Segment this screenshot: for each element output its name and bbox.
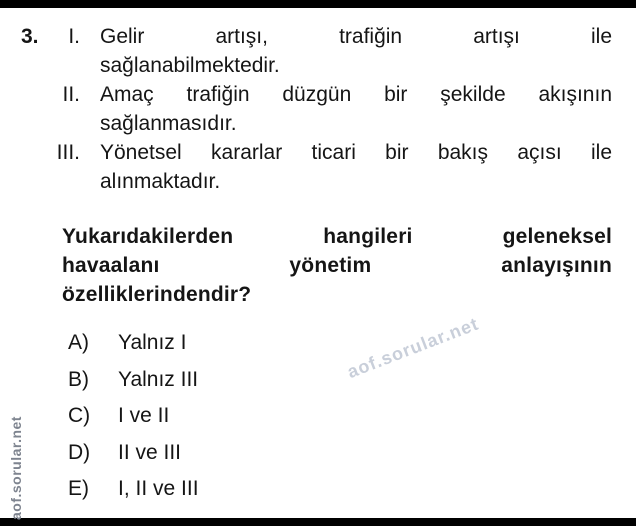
question-stem-line-3: özelliklerindendir? xyxy=(62,283,252,306)
question-stem xyxy=(62,222,612,309)
question-number: 3. xyxy=(21,25,39,48)
option-c-letter: C) xyxy=(68,404,91,427)
answer-options xyxy=(68,331,468,514)
top-scan-border xyxy=(0,0,636,8)
option-a-letter: A) xyxy=(68,331,89,354)
list-item-3-numeral: III. xyxy=(56,141,80,164)
left-edge-watermark: aof.sorular.net xyxy=(8,416,24,520)
list-item-1 xyxy=(52,22,612,80)
option-e xyxy=(68,477,468,514)
option-b xyxy=(68,368,468,405)
option-d-text: II ve III xyxy=(118,440,182,464)
list-item-2-line-1: Amaç trafiğin düzgün bir şekilde akışının xyxy=(100,83,612,106)
option-e-letter: E) xyxy=(68,477,89,500)
option-e-text: I, II ve III xyxy=(118,477,199,500)
list-item-1-line-2: sağlanabilmektedir. xyxy=(100,54,280,77)
list-item-2-text xyxy=(100,80,612,138)
option-b-letter: B) xyxy=(68,367,89,391)
list-item-2 xyxy=(52,80,612,138)
list-item-2-numeral: II. xyxy=(62,83,80,106)
list-item-3-line-1: Yönetsel kararlar ticari bir bakış açısı ile xyxy=(100,141,612,164)
diagonal-watermark: aof.sorular.net xyxy=(344,313,482,383)
question-stem-line-1: Yukarıdakilerden hangileri geleneksel xyxy=(62,225,612,248)
list-item-2-line-2: sağlanmasıdır. xyxy=(100,112,237,135)
list-item-1-numeral: I. xyxy=(68,25,80,48)
list-item-1-line-1: Gelir artışı, trafiğin artışı ile xyxy=(100,25,612,48)
list-item-3-text xyxy=(100,138,612,196)
option-b-text: Yalnız III xyxy=(118,367,199,391)
roman-numeral-list xyxy=(52,22,612,196)
option-c-text: I ve II xyxy=(118,404,170,427)
option-c xyxy=(68,404,468,441)
list-item-3-line-2: alınmaktadır. xyxy=(100,170,221,193)
bottom-scan-border xyxy=(0,518,636,526)
option-a xyxy=(68,331,468,368)
option-d-letter: D) xyxy=(68,440,91,464)
question-stem-line-2: havaalanı yönetim anlayışının xyxy=(62,254,612,277)
list-item-1-text xyxy=(100,22,612,80)
option-d xyxy=(68,441,468,478)
option-a-text: Yalnız I xyxy=(118,331,187,354)
list-item-3 xyxy=(52,138,612,196)
